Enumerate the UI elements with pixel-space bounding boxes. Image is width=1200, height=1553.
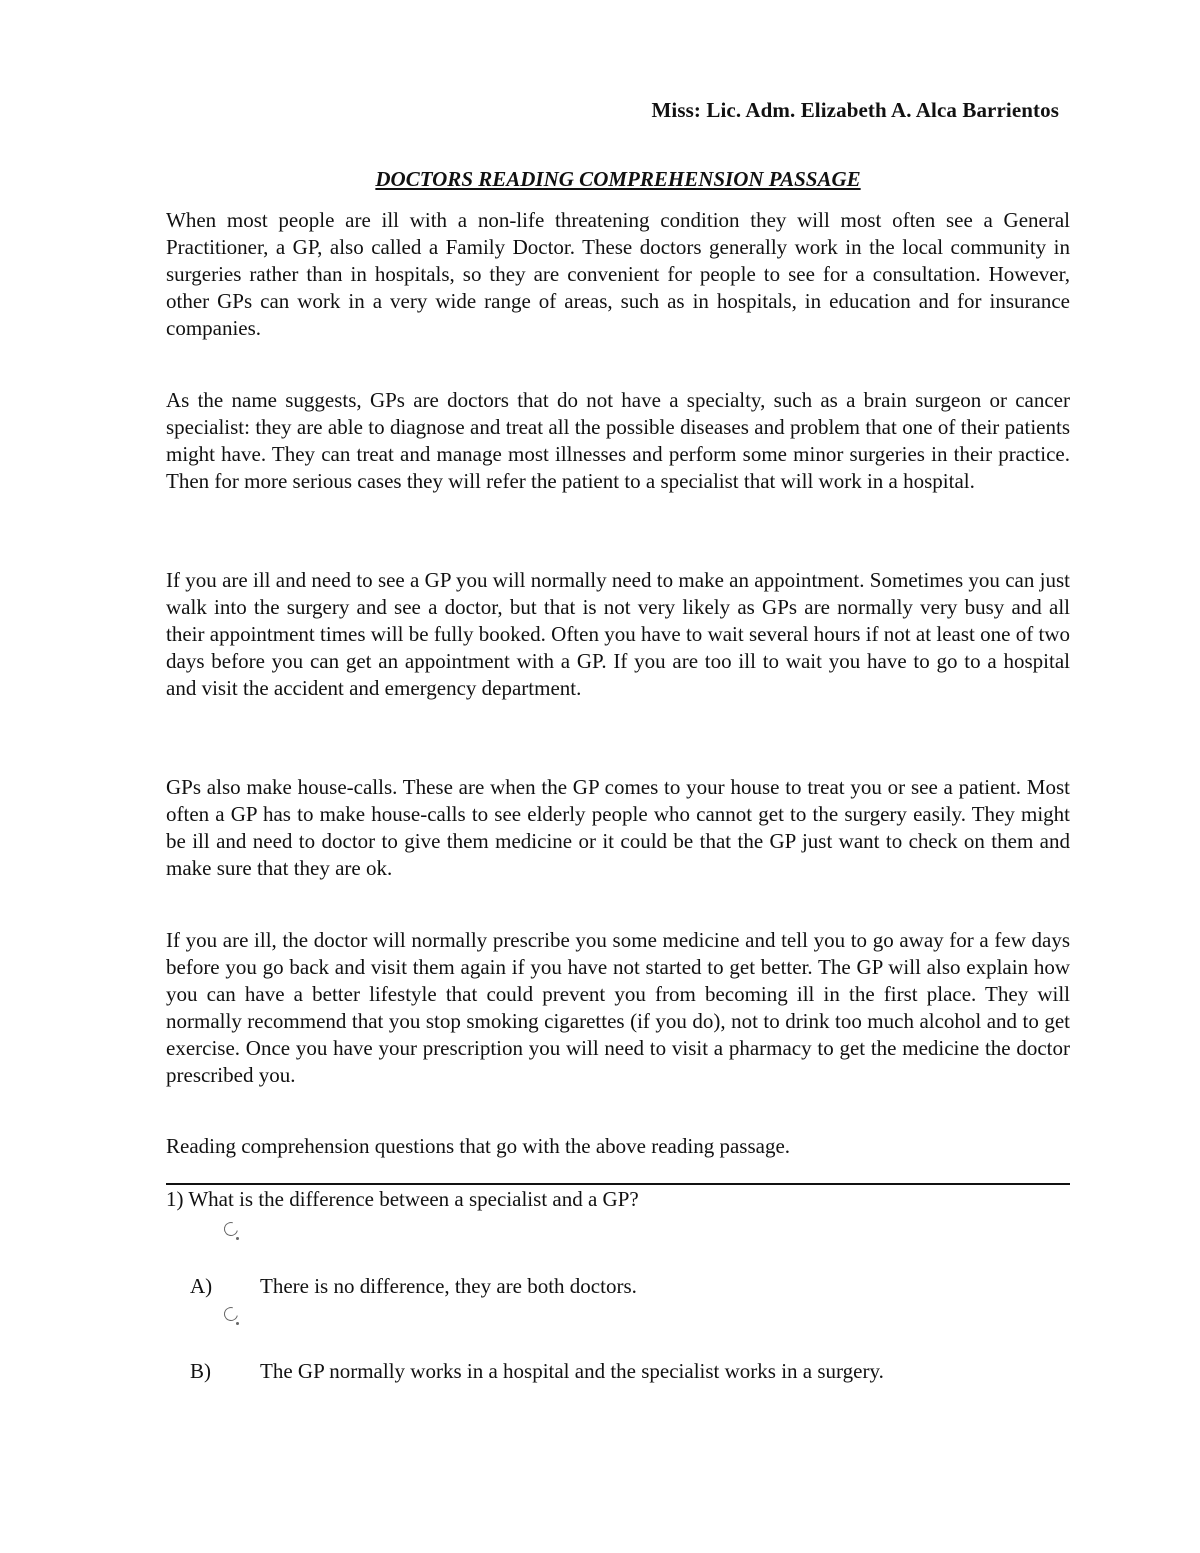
option-a-text: There is no difference, they are both doctors. — [260, 1274, 637, 1298]
option-a-letter: A) — [190, 1274, 213, 1298]
option-b-radio-icon[interactable] — [221, 1304, 240, 1323]
passage-paragraph-5: If you are ill, the doctor will normally prescribe you some medicine and tell you to go away for a few days before you go back and visit them again if you have not started to get better. The GP will also explain how you can have a better lifestyle that could prevent you from becoming ill in the first place. They will normally recommend that you stop smoking cigarettes (if you do), not to drink too much alcohol and to get exercise. Once you have your prescription you will need to visit a pharmacy to get the medicine the doctor prescribed you. — [166, 928, 1070, 1087]
divider-line — [166, 1183, 1070, 1185]
question-1-text: 1) What is the difference between a specialist and a GP? — [166, 1187, 639, 1211]
passage-paragraph-2: As the name suggests, GPs are doctors that do not have a specialty, such as a brain surgeon or cancer specialist: they are able to diagnose and treat all the possible diseases and problem that one of their patients might have. They can treat and manage most illnesses and perform some minor surgeries in their practice. Then for more serious cases they will refer the patient to a specialist that will work in a hospital. — [166, 388, 1070, 493]
passage-paragraph-3: If you are ill and need to see a GP you will normally need to make an appointment. Sometimes you can just walk into the surgery and see a doctor, but that is not very likely as GPs are normally very busy and all their appointment times will be fully booked. Often you have to wait several hours if not at least one of two days before you can get an appointment with a GP. If you are too ill to wait you have to go to a hospital and visit the accident and emergency department. — [166, 568, 1070, 700]
option-b-letter: B) — [190, 1359, 211, 1383]
passage-paragraph-4: GPs also make house-calls. These are when the GP comes to your house to treat you or see a patient. Most often a GP has to make house-calls to see elderly people who cannot get to the surgery easily. They might be ill and need to doctor to give them medicine or it could be that the GP just want to check on them and make sure that they are ok. — [166, 775, 1070, 880]
option-a-radio-icon[interactable] — [221, 1219, 240, 1238]
teacher-header: Miss: Lic. Adm. Elizabeth A. Alca Barrientos — [651, 98, 1059, 122]
option-a-radio-dot — [236, 1237, 239, 1240]
passage-title: DOCTORS READING COMPREHENSION PASSAGE — [375, 167, 861, 191]
option-b-radio-dot — [236, 1322, 239, 1325]
option-b-text: The GP normally works in a hospital and the specialist works in a surgery. — [260, 1359, 884, 1383]
questions-intro: Reading comprehension questions that go with the above reading passage. — [166, 1134, 791, 1158]
passage-paragraph-1: When most people are ill with a non-life threatening condition they will most often see a General Practitioner, a GP, also called a Family Doctor. These doctors generally work in the local community in surgeries rather than in hospitals, so they are convenient for people to see for a consultation. However, other GPs can work in a very wide range of areas, such as in hospitals, in education and for insurance companies. — [166, 208, 1070, 340]
